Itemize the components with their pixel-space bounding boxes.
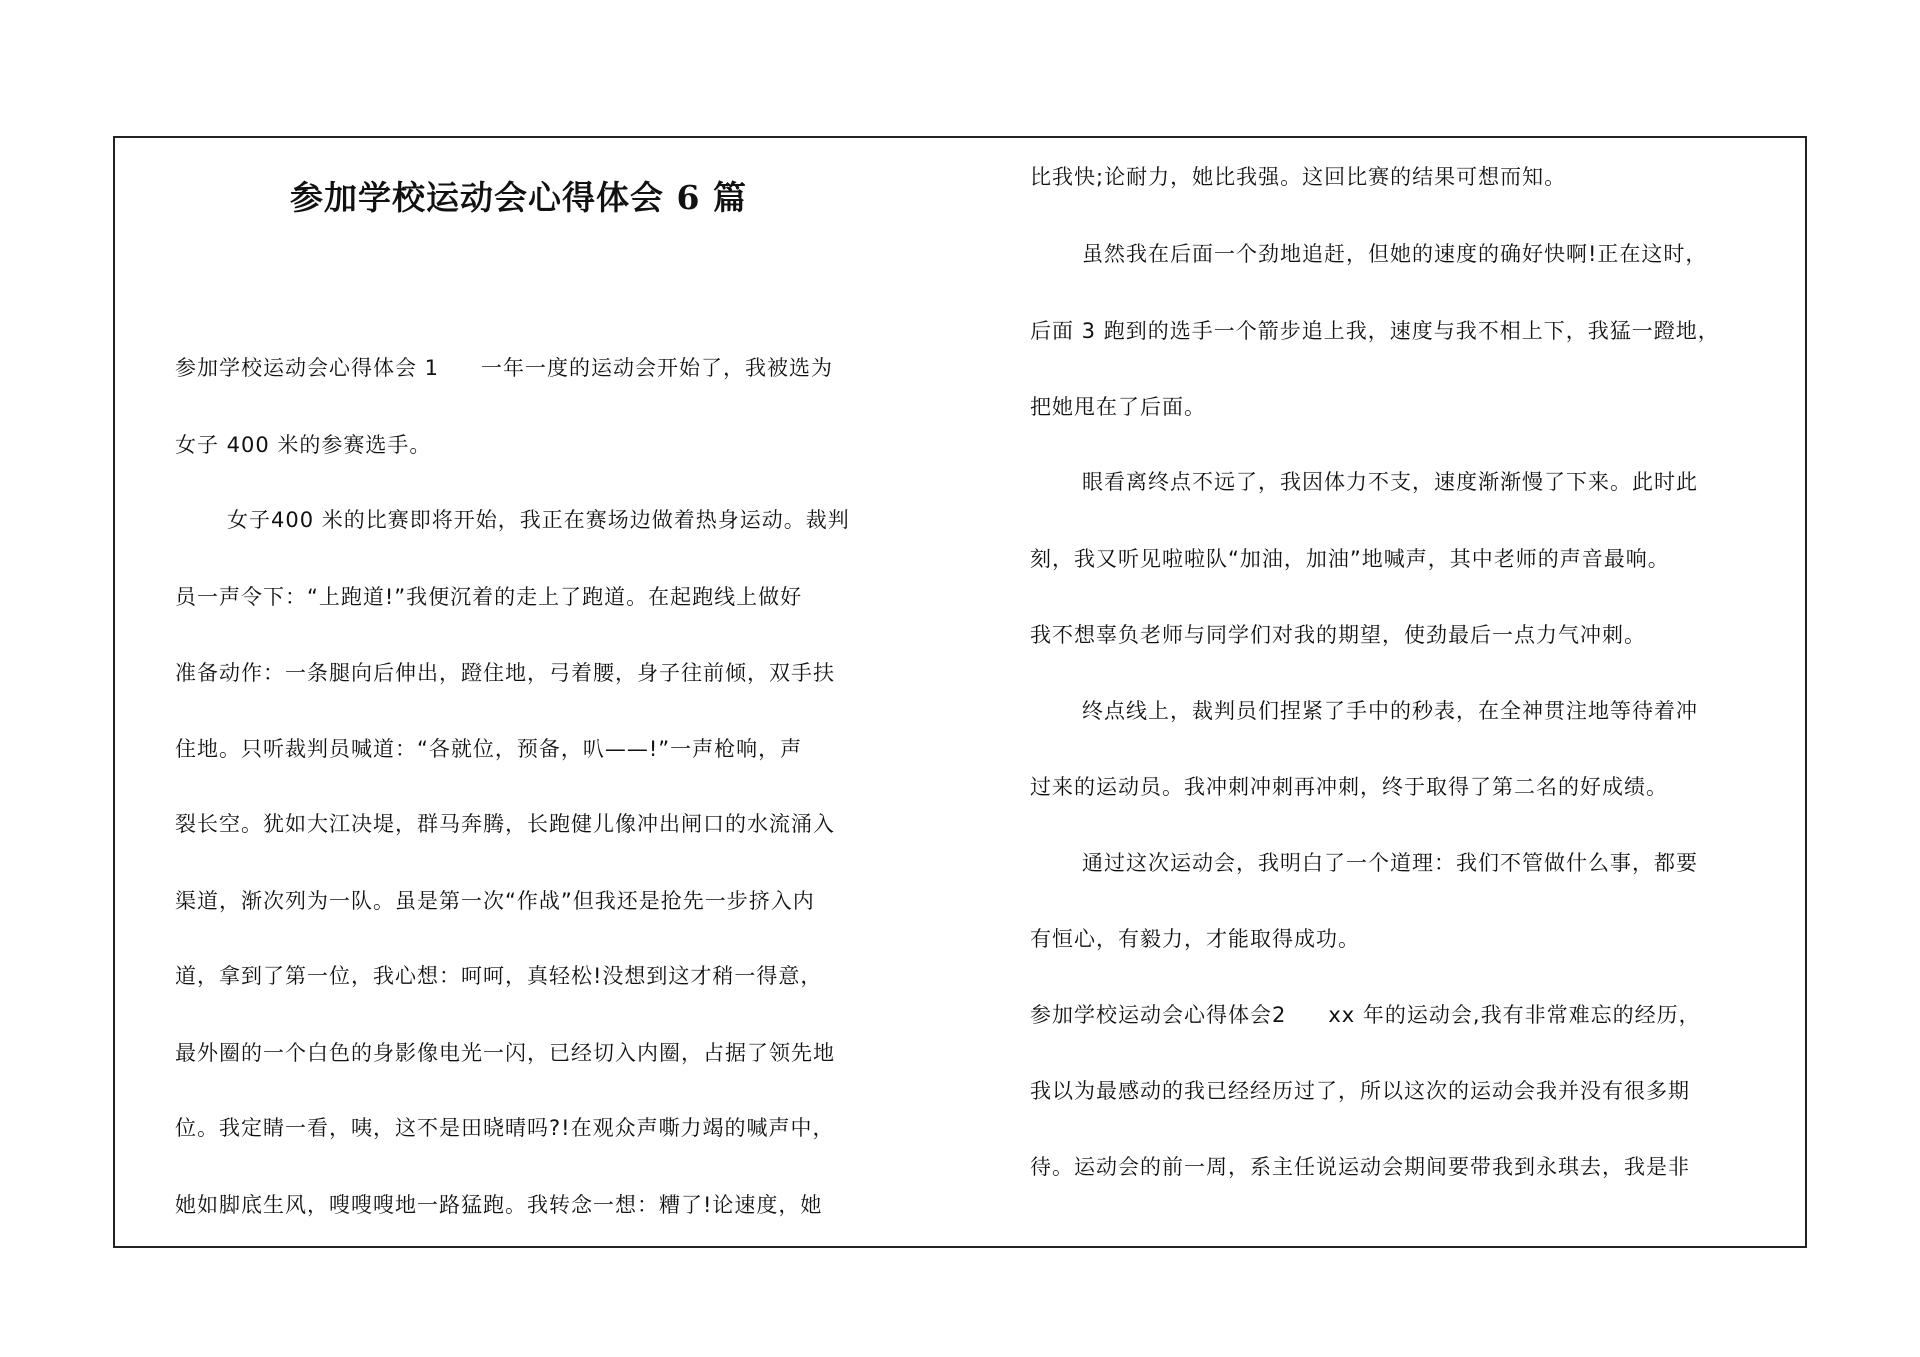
- paragraph-line: 裂长空。犹如大江决堤，群马奔腾，长跑健儿像冲出闸口的水流涌入: [175, 812, 835, 836]
- paragraph-line: 眼看离终点不远了，我因体力不支，速度渐渐慢了下来。此时此: [1082, 470, 1698, 494]
- paragraph-line: 员一声令下：“上跑道!”我便沉着的走上了跑道。在起跑线上做好: [175, 585, 803, 609]
- section-heading: 参加学校运动会心得体会 1: [175, 356, 440, 380]
- paragraph-line: 道，拿到了第一位，我心想：呵呵，真轻松!没想到这才稍一得意，: [175, 964, 823, 988]
- paragraph-line: 我以为最感动的我已经经历过了，所以这次的运动会我并没有很多期: [1030, 1079, 1690, 1103]
- paragraph-line: 我不想辜负老师与同学们对我的期望，使劲最后一点力气冲刺。: [1030, 623, 1646, 647]
- paragraph-line: 位。我定睛一看，咦，这不是田晓晴吗?!在观众声嘶力竭的喊声中，: [175, 1116, 835, 1140]
- paragraph-line: 她如脚底生风，嗖嗖嗖地一路猛跑。我转念一想：糟了!论速度，她: [175, 1193, 823, 1217]
- paragraph-line: 最外圈的一个白色的身影像电光一闪，已经切入内圈，占据了领先地: [175, 1041, 835, 1065]
- paragraph-line: 把她甩在了后面。: [1030, 395, 1206, 419]
- paragraph-line: 女子 400 米的参赛选手。: [175, 433, 432, 457]
- paragraph-line: 待。运动会的前一周，系主任说运动会期间要带我到永琪去，我是非: [1030, 1155, 1690, 1179]
- paragraph-line: [1030, 1001, 1701, 1029]
- paragraph-line: 后面 3 跑到的选手一个箭步追上我，速度与我不相上下，我猛一蹬地，: [1030, 319, 1720, 343]
- paragraph-line: [175, 354, 833, 382]
- paragraph-line: 女子400 米的比赛即将开始，我正在赛场边做着热身运动。裁判: [227, 508, 850, 532]
- document-title: 参加学校运动会心得体会 6 篇: [290, 178, 747, 217]
- paragraph-text: 一年一度的运动会开始了，我被选为: [481, 356, 834, 380]
- paragraph-line: 刻，我又听见啦啦队“加油，加油”地喊声，其中老师的声音最响。: [1030, 547, 1670, 571]
- section-heading: 参加学校运动会心得体会2: [1030, 1003, 1287, 1027]
- paragraph-line: 住地。只听裁判员喊道：“各就位，预备，叭——!”一声枪响，声: [175, 737, 803, 761]
- paragraph-line: 比我快;论耐力，她比我强。这回比赛的结果可想而知。: [1030, 165, 1567, 189]
- paragraph-line: 终点线上，裁判员们捏紧了手中的秒表，在全神贯注地等待着冲: [1082, 699, 1698, 723]
- paragraph-line: 有恒心，有毅力，才能取得成功。: [1030, 927, 1360, 951]
- paragraph-line: 虽然我在后面一个劲地追赶，但她的速度的确好快啊!正在这时，: [1082, 242, 1708, 266]
- paragraph-line: 通过这次运动会，我明白了一个道理：我们不管做什么事，都要: [1082, 851, 1698, 875]
- paragraph-text: xx 年的运动会,我有非常难忘的经历，: [1328, 1003, 1701, 1027]
- paragraph-line: 准备动作：一条腿向后伸出，蹬住地，弓着腰，身子往前倾，双手扶: [175, 661, 835, 685]
- paragraph-line: 渠道，渐次列为一队。虽是第一次“作战”但我还是抢先一步挤入内: [175, 889, 815, 913]
- paragraph-line: 过来的运动员。我冲刺冲刺再冲刺，终于取得了第二名的好成绩。: [1030, 775, 1668, 799]
